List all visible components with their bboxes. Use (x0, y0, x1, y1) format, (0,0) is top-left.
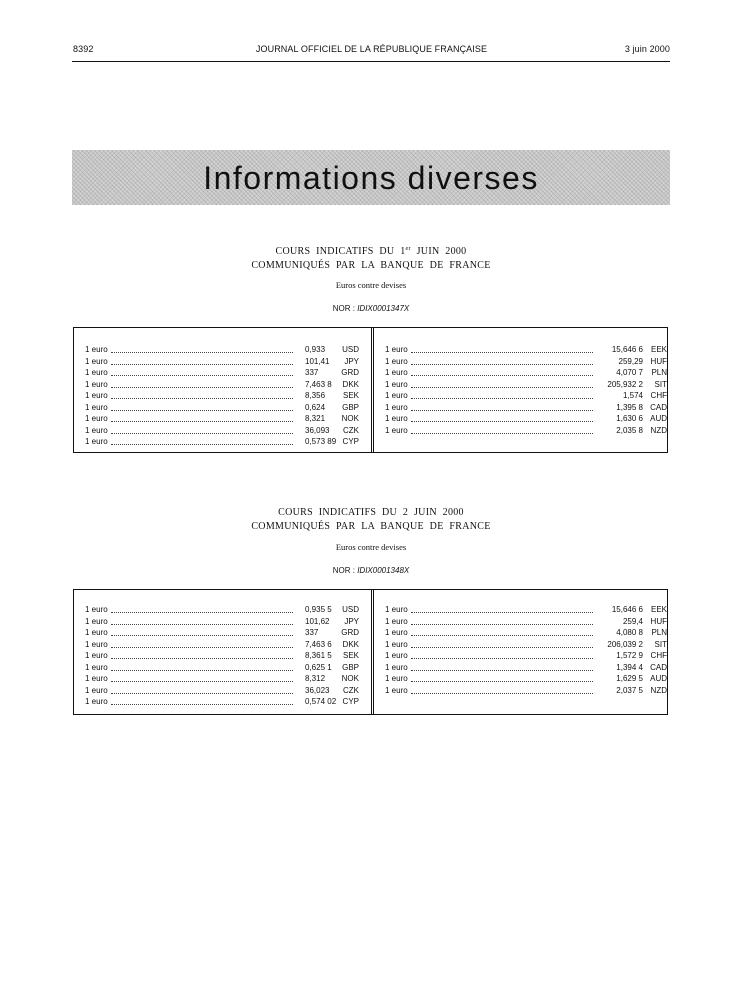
currency-code: CAD (650, 662, 667, 672)
rate-label: 1 euro (385, 402, 408, 412)
currency-code: PLN (651, 628, 667, 637)
currency-code: SIT (654, 639, 667, 649)
rate-row (85, 627, 361, 639)
currency-code: GRD (341, 628, 359, 637)
dot-leader (411, 647, 593, 648)
rates-subtitle-2: Euros contre devises (335, 542, 407, 552)
rate-row (385, 639, 667, 651)
currency-code: JPY (344, 616, 359, 626)
dot-leader (411, 398, 593, 399)
dot-leader (411, 375, 593, 376)
dot-leader (111, 658, 293, 659)
rate-row (385, 344, 667, 356)
currency-code: GRD (341, 368, 359, 377)
currency-code: HUF (650, 616, 667, 626)
currency-code: SEK (342, 391, 359, 400)
rate-row (385, 367, 667, 379)
currency-code: AUD (650, 674, 667, 683)
rate-row (85, 696, 361, 708)
dot-leader (111, 398, 293, 399)
currency-code: CAD (650, 402, 667, 412)
rate-row (385, 627, 667, 639)
rate-row (85, 685, 361, 697)
rate-label: 1 euro (385, 379, 408, 389)
rate-label: 1 euro (85, 414, 108, 423)
currency-code: NZD (650, 685, 667, 695)
dot-leader (411, 410, 593, 411)
dot-leader (111, 410, 293, 411)
rate-value: 4,070 7 (616, 368, 643, 377)
table-divider (371, 590, 374, 714)
currency-code: HUF (650, 356, 667, 366)
rates-title-2 (72, 506, 670, 519)
rates-source-1: COMMUNIQUÉS PAR LA BANQUE DE FRANCE (251, 260, 491, 271)
currency-code: NOK (341, 674, 359, 683)
rate-value: 7,463 8 (305, 379, 332, 389)
rate-label: 1 euro (85, 402, 108, 412)
dot-leader (111, 421, 293, 422)
rate-label: 1 euro (85, 425, 108, 435)
rate-label: 1 euro (385, 651, 408, 660)
rate-value: 8,361 5 (305, 651, 332, 660)
rates-table-2 (73, 589, 668, 715)
rate-value: 337 (305, 368, 319, 377)
rate-value: 0,573 89 (305, 437, 337, 446)
rate-value: 1,574 (622, 391, 643, 400)
currency-code: CHF (650, 391, 667, 400)
rate-value: 15,646 6 (611, 605, 643, 614)
dot-leader (111, 635, 293, 636)
currency-code: NOK (341, 414, 359, 423)
currency-code: EEK (650, 345, 667, 354)
rate-value: 4,080 8 (616, 628, 643, 637)
rate-label: 1 euro (85, 697, 108, 706)
rate-value: 337 (305, 628, 319, 637)
dot-leader (411, 612, 593, 613)
currency-code: AUD (650, 414, 667, 423)
rate-value: 101,41 (305, 356, 330, 366)
currency-code: PLN (651, 368, 667, 377)
nor-reference-1 (72, 304, 670, 314)
dot-leader (411, 670, 593, 671)
rates-table-1-left (85, 344, 361, 448)
nor-value-1: IDIX0001347X (357, 304, 410, 313)
rates-table-2-right (385, 604, 667, 696)
rates-title-1 (72, 245, 670, 258)
rate-value: 2,037 5 (616, 685, 643, 695)
rate-label: 1 euro (385, 356, 408, 366)
rate-label: 1 euro (85, 356, 108, 366)
rate-row (85, 662, 361, 674)
rate-label: 1 euro (85, 651, 108, 660)
dot-leader (111, 375, 293, 376)
rate-row (385, 673, 667, 685)
currency-code: CZK (343, 685, 359, 695)
rate-label: 1 euro (85, 437, 108, 446)
rate-value: 2,035 8 (616, 425, 643, 435)
rate-value: 1,394 4 (616, 662, 643, 672)
dot-leader (411, 624, 593, 625)
rate-value: 0,935 5 (305, 605, 332, 614)
dot-leader (411, 681, 593, 682)
rates-table-1 (73, 327, 668, 453)
rates-table-2-left (85, 604, 361, 708)
rate-value: 8,356 (305, 391, 326, 400)
currency-code: EEK (650, 605, 667, 614)
page-number: 8392 (73, 44, 94, 54)
rate-value: 0,574 02 (305, 697, 337, 706)
dot-leader (111, 670, 293, 671)
currency-code: CHF (650, 651, 667, 660)
rate-row (385, 616, 667, 628)
rate-label: 1 euro (85, 662, 108, 672)
dot-leader (411, 658, 593, 659)
rate-label: 1 euro (85, 379, 108, 389)
rate-label: 1 euro (85, 391, 108, 400)
dot-leader (111, 364, 293, 365)
rate-value: 8,321 (305, 414, 326, 423)
rate-row (385, 413, 667, 425)
rate-label: 1 euro (385, 345, 408, 354)
rate-row (85, 436, 361, 448)
nor-label-2: NOR : (332, 566, 358, 575)
rate-row (85, 344, 361, 356)
rate-label: 1 euro (85, 605, 108, 614)
rate-row (385, 425, 667, 437)
currency-code: USD (342, 345, 359, 354)
rate-row (385, 662, 667, 674)
currency-code: DKK (342, 639, 359, 649)
rate-row (85, 379, 361, 391)
rate-label: 1 euro (85, 628, 108, 637)
journal-title: JOURNAL OFFICIEL DE LA RÉPUBLIQUE FRANÇAISE (255, 44, 488, 54)
rate-row (85, 650, 361, 662)
nor-reference-2 (72, 566, 670, 576)
rate-label: 1 euro (385, 685, 408, 695)
currency-code: GBP (342, 402, 359, 412)
currency-code: DKK (342, 379, 359, 389)
rate-row (85, 639, 361, 651)
rate-label: 1 euro (385, 425, 408, 435)
rates-table-1-right (385, 344, 667, 436)
dot-leader (111, 624, 293, 625)
rate-value: 259,4 (622, 616, 643, 626)
currency-code: SIT (654, 379, 667, 389)
dot-leader (411, 693, 593, 694)
rate-row (385, 685, 667, 697)
table-divider (371, 328, 374, 452)
rate-row (85, 402, 361, 414)
rates-title-1-sup: er (405, 246, 411, 252)
rates-title-1-prefix: COURS INDICATIFS DU 1 (275, 246, 406, 257)
dot-leader (411, 421, 593, 422)
dot-leader (111, 444, 293, 445)
dot-leader (111, 681, 293, 682)
rate-value: 101,62 (305, 616, 330, 626)
rate-label: 1 euro (385, 662, 408, 672)
rate-value: 1,630 6 (616, 414, 643, 423)
dot-leader (111, 647, 293, 648)
currency-code: SEK (342, 651, 359, 660)
dot-leader (111, 433, 293, 434)
rate-row (85, 356, 361, 368)
rate-row (385, 650, 667, 662)
dot-leader (111, 352, 293, 353)
rate-label: 1 euro (385, 616, 408, 626)
dot-leader (111, 704, 293, 705)
rate-row (85, 616, 361, 628)
rate-row (85, 425, 361, 437)
rate-label: 1 euro (85, 368, 108, 377)
rate-row (385, 604, 667, 616)
rate-row (385, 390, 667, 402)
rate-row (85, 390, 361, 402)
rate-label: 1 euro (385, 391, 408, 400)
rate-row (85, 367, 361, 379)
issue-date: 3 juin 2000 (624, 44, 670, 54)
rate-label: 1 euro (385, 414, 408, 423)
rate-row (385, 356, 667, 368)
currency-code: JPY (344, 356, 359, 366)
banner-title: Informations diverses (203, 160, 539, 196)
rate-label: 1 euro (385, 368, 408, 377)
rate-value: 36,023 (305, 685, 330, 695)
dot-leader (411, 387, 593, 388)
rate-label: 1 euro (385, 628, 408, 637)
header-rule (72, 61, 670, 62)
rate-value: 15,646 6 (611, 345, 643, 354)
rate-value: 0,625 1 (305, 662, 332, 672)
rate-value: 36,093 (305, 425, 330, 435)
rates-subtitle-1: Euros contre devises (335, 280, 407, 290)
dot-leader (111, 387, 293, 388)
dot-leader (411, 635, 593, 636)
currency-code: CYP (342, 697, 359, 706)
rate-row (385, 402, 667, 414)
dot-leader (111, 612, 293, 613)
page-header (73, 44, 670, 58)
currency-code: USD (342, 605, 359, 614)
rate-value: 206,039 2 (607, 639, 643, 649)
rate-label: 1 euro (85, 345, 108, 354)
rates-title-1-suffix: JUIN 2000 (410, 246, 467, 257)
rate-value: 8,312 (305, 674, 326, 683)
currency-code: CZK (343, 425, 359, 435)
rate-label: 1 euro (385, 605, 408, 614)
currency-code: NZD (650, 425, 667, 435)
rate-label: 1 euro (85, 616, 108, 626)
rate-row (85, 673, 361, 685)
rate-label: 1 euro (85, 674, 108, 683)
rate-value: 259,29 (618, 356, 643, 366)
rate-label: 1 euro (85, 685, 108, 695)
rate-value: 1,395 8 (616, 402, 643, 412)
dot-leader (111, 693, 293, 694)
nor-label-1: NOR : (332, 304, 358, 313)
nor-value-2: IDIX0001348X (357, 566, 410, 575)
rate-row (85, 604, 361, 616)
currency-code: GBP (342, 662, 359, 672)
rate-label: 1 euro (85, 639, 108, 649)
rate-value: 1,629 5 (616, 674, 643, 683)
dot-leader (411, 364, 593, 365)
rate-label: 1 euro (385, 639, 408, 649)
rate-row (85, 413, 361, 425)
rate-value: 7,463 6 (305, 639, 332, 649)
dot-leader (411, 352, 593, 353)
rate-label: 1 euro (385, 674, 408, 683)
currency-code: CYP (342, 437, 359, 446)
dot-leader (411, 433, 593, 434)
rate-value: 205,932 2 (607, 379, 643, 389)
rate-value: 0,624 (305, 402, 326, 412)
rates-title-2-prefix: COURS INDICATIFS DU 2 JUIN 2000 (278, 507, 464, 518)
rates-source-2: COMMUNIQUÉS PAR LA BANQUE DE FRANCE (251, 521, 491, 532)
rate-row (385, 379, 667, 391)
rate-value: 1,572 9 (616, 651, 643, 660)
section-banner (72, 150, 670, 205)
rate-value: 0,933 (305, 345, 326, 354)
